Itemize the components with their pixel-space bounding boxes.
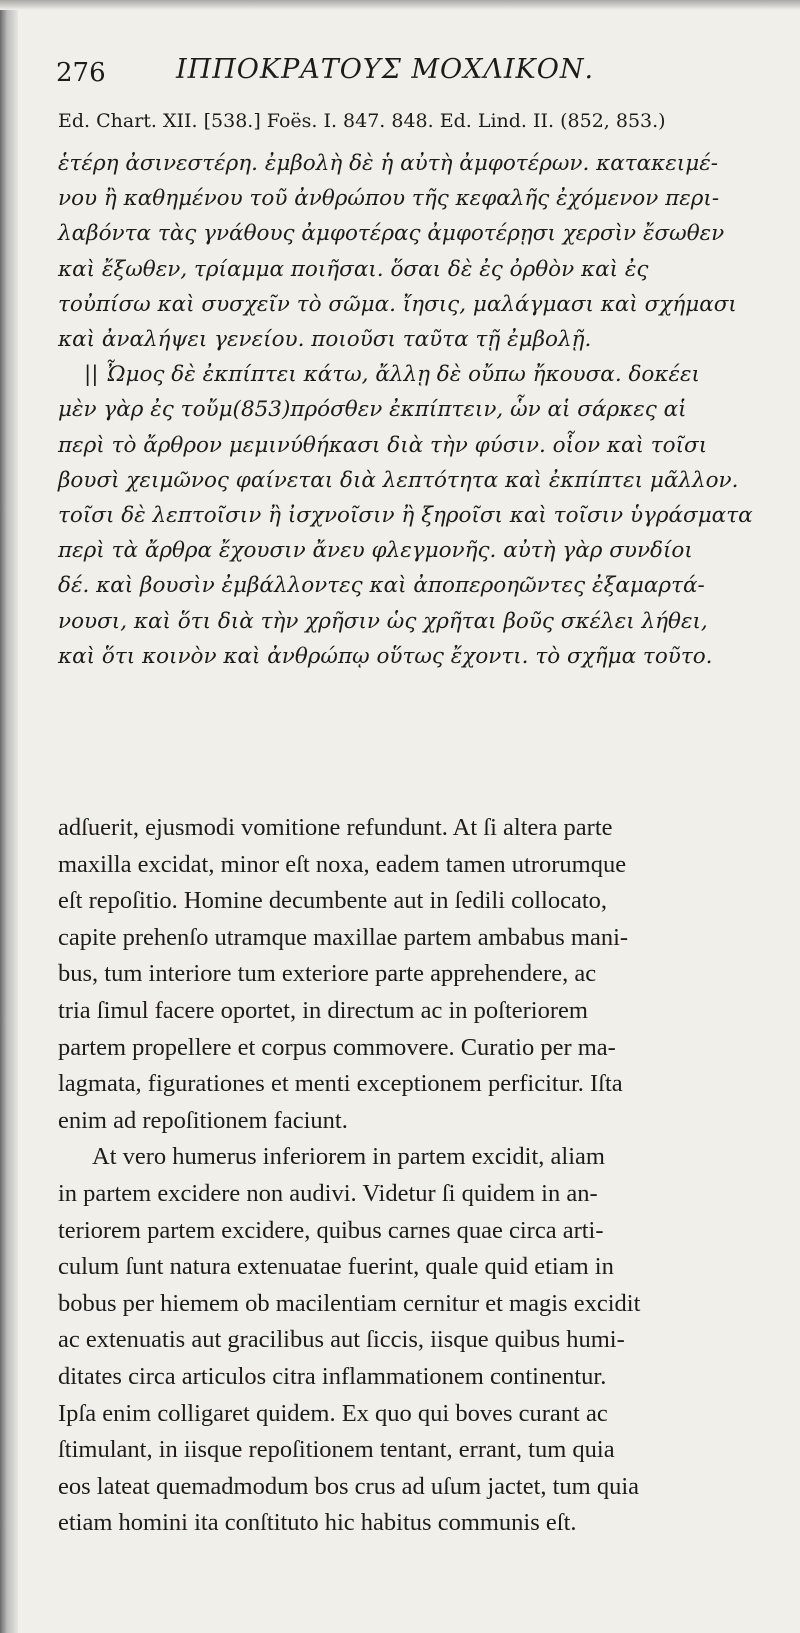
greek-line: καὶ ὅτι κοινὸν καὶ ἀνθρώπῳ οὕτως ἔχοντι. τὸ σχῆμα τοῦτο.: [58, 643, 713, 669]
latin-line: lagmata, figurationes et menti exceptionem perficitur. Iſta: [58, 1070, 623, 1098]
latin-line: enim ad repoſitionem faciunt.: [58, 1106, 348, 1134]
latin-line: capite prehenſo utramque maxillae partem ambabus mani-: [58, 923, 629, 951]
greek-text-block: [58, 146, 772, 674]
latin-line: bobus per hiemem ob macilentiam cernitur et magis excidit: [58, 1289, 641, 1317]
greek-line: νουσι, καὶ ὅτι διὰ τὴν χρῆσιν ὡς χρῆται βοῦς σκέλει λήθει,: [58, 608, 708, 634]
latin-line: eos lateat quemadmodum bos crus ad uſum jactet, tum quia: [58, 1472, 640, 1500]
top-edge-shadow: [0, 0, 800, 10]
latin-line: Ipſa enim colligaret quidem. Ex quo qui boves curant ac: [58, 1399, 608, 1427]
latin-line: eſt repoſitio. Homine decumbente aut in ſedili collocato,: [58, 887, 608, 915]
page-header: [56, 50, 756, 90]
greek-line: τοὐπίσω καὶ συσχεῖν τὸ σῶμα. ἴησις, μαλάγμασι καὶ σχήμασι: [58, 291, 737, 317]
greek-line: νου ἢ καθημένου τοῦ ἀνθρώπου τῆς κεφαλῆς ἐχόμενον περι-: [58, 186, 720, 212]
greek-line: καὶ ἔξωθεν, τρίαμμα ποιῆσαι. ὅσαι δὲ ἐς ὀρθὸν καὶ ἐς: [58, 256, 649, 282]
latin-line: partem propellere et corpus commovere. Curatio per ma-: [58, 1033, 616, 1061]
latin-line: culum ſunt natura extenuatae fuerint, quale quid etiam in: [58, 1253, 614, 1281]
greek-line: || Ὦμος δὲ ἐκπίπτει κάτω, ἄλλῃ δὲ οὔπω ἤκουσα. δοκέει: [84, 362, 700, 388]
latin-line: adſuerit, ejusmodi vomitione refundunt. At ſi altera parte: [58, 814, 613, 841]
latin-line: etiam homini ita conſtituto hic habitus communis eſt.: [58, 1509, 577, 1537]
greek-line: δέ. καὶ βουσὶν ἐμβάλλοντες καὶ ἀποπεροηῶντες ἐξαμαρτά-: [58, 573, 705, 599]
greek-line: βουσὶ χειμῶνος φαίνεται διὰ λεπτότητα καὶ ἐκπίπτει μᾶλλον.: [58, 467, 739, 493]
latin-text-block: [58, 810, 778, 1542]
greek-line: λαβόντα τὰς γνάθους ἀμφοτέρας ἀμφοτέρῃσι χερσὶν ἔσωθεν: [58, 221, 725, 247]
latin-line: bus, tum interiore tum exteriore parte apprehendere, ac: [58, 960, 597, 988]
greek-line: περὶ τὸ ἄρθρον μεμινύθήκασι διὰ τὴν φύσιν. οἷον καὶ τοῖσι: [58, 432, 708, 458]
latin-line: ſtimulant, in iisque repoſitionem tentant, errant, tum quia: [58, 1436, 615, 1464]
greek-line: τοῖσι δὲ λεπτοῖσιν ἢ ἰσχνοῖσιν ἢ ξηροῖσι καὶ τοῖσιν ὑγράσματα: [58, 503, 753, 529]
greek-line: περὶ τὰ ἄρθρα ἔχουσιν ἄνευ φλεγμονῆς. αὐτὴ γὰρ συνδίοι: [58, 538, 693, 564]
page-number: 276: [56, 58, 106, 88]
greek-line: καὶ ἀναλήψει γενείου. ποιοῦσι ταῦτα τῇ ἐμβολῇ.: [58, 327, 592, 353]
latin-line: ac extenuatis aut gracilibus aut ſiccis, iisque quibus humi-: [58, 1326, 625, 1354]
latin-line: tria ſimul facere oportet, in directum ac in poſteriorem: [58, 996, 588, 1024]
latin-line: At vero humerus inferiorem in partem excidit, aliam: [92, 1143, 605, 1171]
edition-reference-line: Ed. Chart. XII. [538.] Foës. I. 847. 848. Ed. Lind. II. (852, 853.): [58, 110, 666, 132]
latin-line: maxilla excidat, minor eſt noxa, eadem tamen utrorumque: [58, 850, 627, 878]
running-title: ΙΠΠΟΚΡΑΤΟΥΣ ΜΟΧΛΙΚΟΝ.: [176, 54, 595, 85]
greek-line: μὲν γὰρ ἐς τοὔμ(853)πρόσθεν ἐκπίπτειν, ὧν αἱ σάρκες αἱ: [58, 397, 687, 423]
greek-line: ἑτέρη ἀσινεστέρη. ἐμβολὴ δὲ ἡ αὐτὴ ἀμφοτέρων. κατακειμέ-: [58, 151, 719, 176]
latin-line: in partem excidere non audivi. Videtur ſi quidem in an-: [58, 1179, 598, 1207]
latin-line: teriorem partem excidere, quibus carnes quae circa arti-: [58, 1216, 604, 1244]
binding-shadow: [0, 0, 18, 1633]
latin-line: ditates circa articulos citra inflammationem continentur.: [58, 1362, 607, 1390]
